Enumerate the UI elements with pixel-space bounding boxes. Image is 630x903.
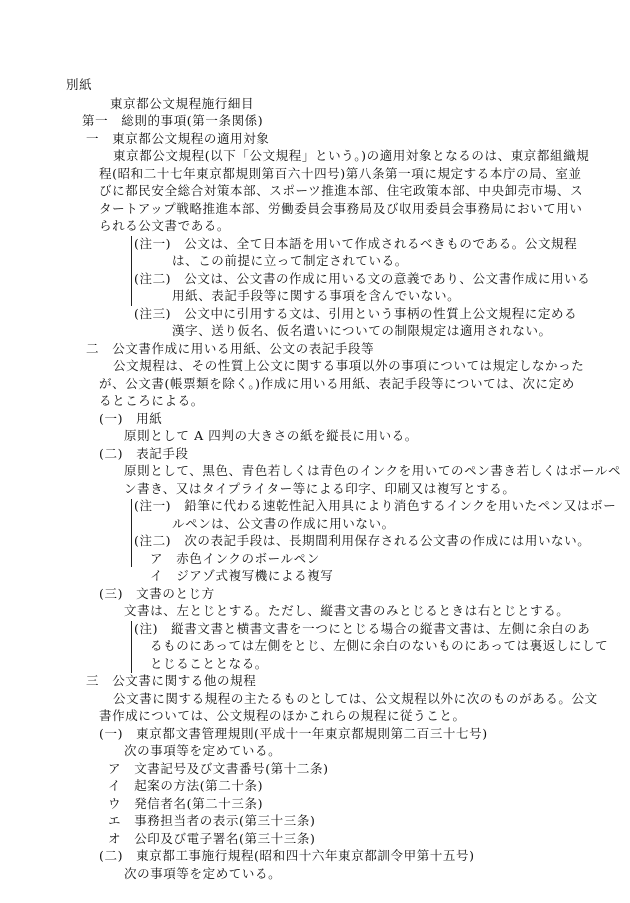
doc-line: 次の事項等を定めている。 xyxy=(124,866,282,881)
doc-line: ルペンは、公文書の作成に用いない。 xyxy=(172,516,395,531)
doc-line: オ 公印及び電子署名(第三十三条) xyxy=(108,831,316,846)
doc-line: ア 文書記号及び文書番号(第十二条) xyxy=(108,761,329,776)
doc-line: 一 東京都公文規程の適用対象 xyxy=(86,131,270,146)
doc-line: 文書は、左とじとする。ただし、縦書文書のみとじるときは右とじとする。 xyxy=(124,603,570,618)
doc-line: 別紙 xyxy=(66,77,93,92)
doc-line: (二) 東京都工事施行規程(昭和四十六年東京都訓令甲第十五号) xyxy=(99,848,475,863)
doc-line: 公文規程は、その性質上公文に関する事項以外の事項については規定しなかった xyxy=(113,358,585,373)
doc-line: (二) 表記手段 xyxy=(99,446,189,461)
doc-line: (注二) 次の表記手段は、長期間利用保存される公文書の作成には用いない。 xyxy=(134,533,591,548)
doc-line: (注一) 公文は、全て日本語を用いて作成されるべきものである。公文規程 xyxy=(134,236,578,251)
doc-line: 二 公文書作成に用いる用紙、公文の表記手段等 xyxy=(86,341,375,356)
doc-line: 公文書に関する規程の主たるものとしては、公文規程以外に次のものがある。公文 xyxy=(113,691,598,706)
doc-line: 東京都公文規程施行細目 xyxy=(110,96,255,111)
doc-line: (三) 文書のとじ方 xyxy=(99,586,215,601)
doc-line: 程(昭和二十七年東京都規則第百六十四号)第八条第一項に規定する本庁の局、室並 xyxy=(99,166,582,181)
doc-line: (一) 東京都文書管理規則(平成十一年東京都規則第二百三十七号) xyxy=(99,726,488,741)
doc-line: (注一) 鉛筆に代わる速乾性記入用具により消色するインクを用いたペン又はボー xyxy=(134,498,617,513)
doc-line: 三 公文書に関する他の規程 xyxy=(86,673,257,688)
note-bracket xyxy=(131,499,132,567)
doc-line: は、この前提に立って制定されている。 xyxy=(172,253,408,268)
doc-line: (注二) 公文は、公文書の作成に用いる文の意義であり、公文書作成に用いる xyxy=(134,271,591,286)
doc-line: 原則として A 四判の大きさの紙を縦長に用いる。 xyxy=(124,428,418,443)
doc-line: 第一 総則的事項(第一条関係) xyxy=(82,113,264,128)
doc-line: 漢字、送り仮名、仮名遣いについての制限規定は適用されない。 xyxy=(172,323,552,338)
doc-line: られる公文書である。 xyxy=(99,218,231,233)
doc-line: 東京都公文規程(以下「公文規程」という。)の適用対象となるのは、東京都組織規 xyxy=(113,148,590,163)
doc-line: ウ 発信者名(第二十三条) xyxy=(108,796,264,811)
doc-line: ン書き、又はタイプライター等による印字、印刷又は複写とする。 xyxy=(124,481,516,496)
doc-line: (注三) 公文中に引用する文は、引用という事柄の性質上公文規程に定める xyxy=(134,306,578,321)
doc-line: びに都民安全総合対策本部、スポーツ推進本部、住宅政策本部、中央卸売市場、ス xyxy=(99,183,584,198)
note-bracket xyxy=(131,236,132,306)
doc-line: とじることとなる。 xyxy=(150,656,268,671)
note-bracket xyxy=(131,621,132,673)
doc-line: (一) 用紙 xyxy=(99,411,163,426)
doc-line: るものにあっては左側をとじ、左側に余白のないものにあっては裏返しにして xyxy=(150,638,609,653)
doc-line: イ 起案の方法(第二十条) xyxy=(108,778,264,793)
doc-line: 書作成については、公文規程のほかこれらの規程に従うこと。 xyxy=(99,708,466,723)
doc-line: 用紙、表記手段等に関する事項を含んでいない。 xyxy=(172,288,461,303)
doc-line: イ ジアゾ式複写機による複写 xyxy=(150,568,334,583)
doc-line: 次の事項等を定めている。 xyxy=(124,743,282,758)
doc-line: るところによる。 xyxy=(99,393,204,408)
doc-line: が、公文書(帳票類を除く。)作成に用いる用紙、表記手段等については、次に定め xyxy=(99,376,575,391)
doc-line: エ 事務担当者の表示(第三十三条) xyxy=(108,813,316,828)
doc-line: ア 赤色インクのボールペン xyxy=(150,551,320,566)
doc-line: タートアップ戦略推進本部、労働委員会事務局及び収用委員会事務局において用い xyxy=(99,201,583,216)
doc-line: (注) 縦書文書と横書文書を一つにとじる場合の縦書文書は、左側に余白のあ xyxy=(134,621,591,636)
doc-line: 原則として、黒色、青色若しくは青色のインクを用いてのペン書き若しくはボールペ xyxy=(124,463,622,478)
